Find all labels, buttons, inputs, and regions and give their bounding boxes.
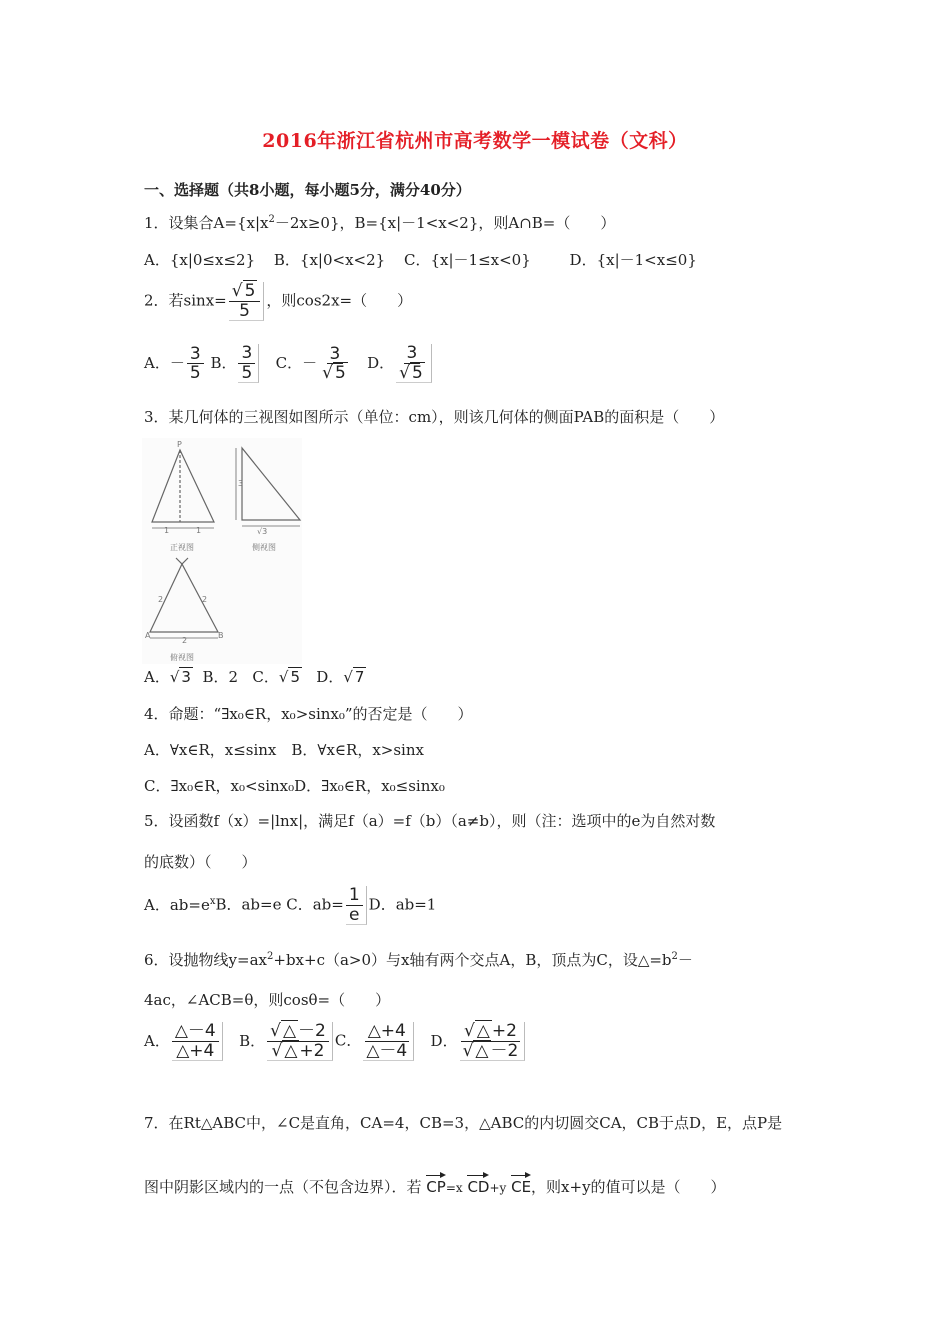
option-d[interactable]: D．ab=1 — [368, 895, 437, 914]
label-p: P — [177, 440, 182, 449]
option-b[interactable]: B． $\frac{√ \triangle -2}{√ \triangle +2}$ — [239, 1032, 335, 1050]
question-2-options — [144, 344, 434, 383]
question-6-options — [144, 1022, 527, 1061]
option-b[interactable]: B．2 — [202, 668, 239, 686]
option-c[interactable]: C．－ $\frac{3}{√ 5}$ — [275, 343, 346, 384]
option-c-label[interactable]: C． — [334, 1031, 362, 1050]
question-4-stem: 4．命题：“∃x₀∈R，x₀>sinx₀”的否定是（ ） — [144, 705, 473, 723]
section-heading: 一、选择题（共8小题，每小题5分，满分40分） — [144, 181, 471, 199]
question-5-stem-line2: 的底数）（ ） — [144, 853, 257, 871]
vector-cp: CP — [426, 1172, 446, 1196]
question-3-options — [144, 666, 366, 687]
question-5-options — [144, 886, 436, 925]
label-a: A — [145, 631, 151, 640]
label-top-2c: 2 — [182, 636, 188, 645]
label-top-2a: 2 — [158, 595, 164, 604]
one-over-e-fraction: $\frac{1}{e}$ — [346, 886, 367, 925]
option-a[interactable]: A．√ 3 — [144, 668, 191, 686]
label-front-1a: 1 — [164, 526, 170, 535]
option-d[interactable]: D．√ 7 — [316, 668, 365, 686]
option-b[interactable]: B． $\frac{3}{5}$ — [210, 354, 261, 372]
top-view-label: 俯视图 — [170, 653, 194, 662]
question-4-options-ab[interactable]: A．∀x∈R，x≤sinx B．∀x∈R，x>sinx — [144, 741, 424, 759]
question-2-stem: 2．若sinx= $\frac{√ 5}{5}$ ，则cos2x=（ ） — [144, 281, 413, 321]
option-d[interactable]: D．{x|－1<x≤0} — [569, 251, 697, 269]
front-view-label: 正视图 — [170, 543, 194, 552]
question-7-stem-line1: 7．在Rt△ABC中，∠C是直角，CA=4，CB=3，△ABC的内切圆交CA，CB于点D，E，点P是 — [144, 1114, 783, 1132]
option-a[interactable]: A． $\frac{\triangle-4}{\triangle+4}$ — [144, 1032, 225, 1050]
question-6-stem-line2: 4ac，∠ACB=θ，则cosθ=（ ） — [144, 991, 391, 1009]
question-4-options-cd[interactable]: C．∃x₀∈R，x₀<sinx₀D．∃x₀∈R，x₀≤sinx₀ — [144, 777, 445, 795]
vector-cd: CD — [467, 1172, 489, 1196]
vector-ce: CE — [511, 1172, 531, 1196]
label-front-1b: 1 — [196, 526, 202, 535]
option-c[interactable]: $\frac{\triangle+4}{\triangle-4}$ — [363, 1022, 414, 1061]
side-view-label: 侧视图 — [252, 543, 276, 552]
question-7-stem-line2: 图中阴影区域内的一点（不包含边界）．若 CP=x CD+y CE，则x+y的值可以是（ ） — [144, 1172, 726, 1197]
option-b[interactable]: B．{x|0<x<2} — [273, 251, 386, 269]
option-c[interactable]: C．√ 5 — [252, 668, 300, 686]
option-d[interactable]: D． $\frac{√ \triangle +2}{√ \triangle -2}$ — [431, 1032, 528, 1050]
option-bc[interactable]: B．ab=e C．ab= — [215, 895, 344, 914]
sqrt5-over-5-fraction: $\frac{√ 5}{5}$ — [229, 282, 265, 321]
label-b: B — [218, 631, 224, 640]
page-title: 2016年浙江省杭州市高考数学一模试卷（文科） — [262, 130, 688, 152]
label-side-sqrt3: √3 — [257, 527, 268, 536]
label-side-3: 3 — [238, 479, 244, 488]
question-6-stem-line1: 6．设抛物线$y=ax^2+bx+c(a>0)$与x轴有两个交点A，B，顶点为C，设$\triangle=b^2-$ — [144, 951, 693, 969]
label-top-2b: 2 — [202, 595, 208, 604]
question-3-stem: 3．某几何体的三视图如图所示（单位：cm），则该几何体的侧面PAB的面积是（ ） — [144, 408, 725, 426]
three-view-figure — [142, 438, 302, 664]
option-a[interactable]: A．－ $\frac{3}{5}$ — [144, 354, 206, 372]
option-a[interactable]: A．{x|0≤x≤2} — [144, 251, 256, 269]
option-d[interactable]: D． $\frac{3}{√ 5}$ — [367, 354, 434, 372]
option-a[interactable]: A．$ab=e^x$ — [144, 895, 216, 914]
question-1-options — [144, 249, 711, 270]
question-5-stem-line1: 5．设函数f（x）=|lnx|，满足f（a）=f（b）（a≠b），则（注：选项中的e为自然对数 — [144, 812, 716, 830]
option-c[interactable]: C．{x|－1≤x<0} — [404, 251, 531, 269]
question-1-stem: 1．设集合$A=\{x|x^2-2x\ge 0\}$，B={x|－1<x<2}，则A∩B=（ ） — [144, 214, 616, 232]
